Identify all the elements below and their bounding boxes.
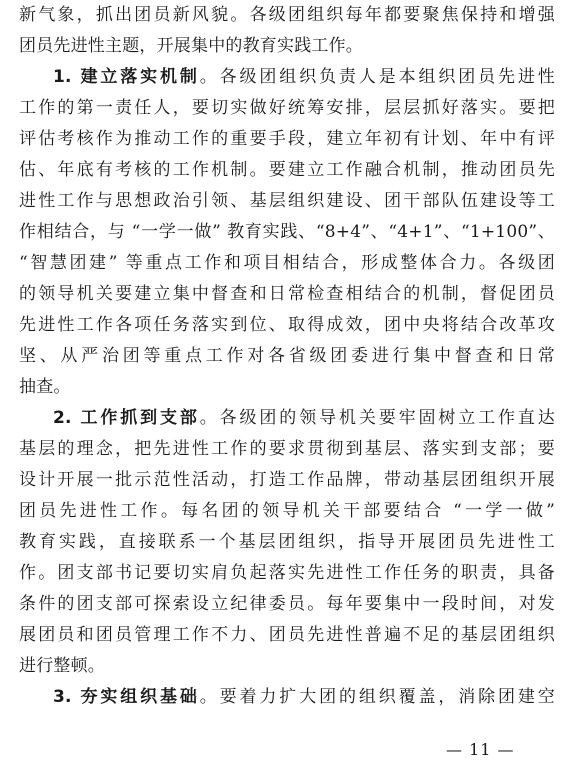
section-1-heading: 1. 建立落实机制 bbox=[53, 67, 200, 87]
section-3-first-line bbox=[19, 682, 555, 713]
text-line: 评估考核作为推动工作的重要手段，建立年初有计划、年中有评 bbox=[19, 129, 555, 149]
text-line: 工作的第一责任人，要切实做好统筹安排，层层抓好落实。要把 bbox=[19, 98, 555, 118]
section-1-first-line bbox=[19, 62, 555, 93]
text-line: 估、年底有考核的工作机制。要建立工作融合机制，推动团员先 bbox=[19, 160, 555, 180]
text-line: 先进性工作各项任务落实到位、取得成效，团中央将结合改革攻 bbox=[19, 315, 555, 335]
text-line: 基层的理念，把先进性工作的要求贯彻到基层、落实到支部；要 bbox=[19, 439, 555, 459]
text-line: 作。团支部书记要切实肩负起落实先进性工作任务的职责，具备 bbox=[19, 563, 555, 583]
text-line: 教育实践，直接联系一个基层团组织，指导开展团员先进性工 bbox=[19, 532, 555, 552]
section-2-first-line-rest: 。各级团的领导机关要牢固树立工作直达 bbox=[199, 408, 555, 428]
text-line: 新气象，抓出团员新风貌。各级团组织每年都要聚焦保持和增强 bbox=[19, 5, 555, 25]
text-line: “智慧团建” 等重点工作和项目相结合，形成整体合力。各级团 bbox=[19, 253, 555, 273]
text-line: 设计开展一批示范性活动，打造工作品牌，带动基层团组织开展 bbox=[19, 470, 555, 490]
text-line: 的领导机关要建立集中督查和日常检查相结合的机制，督促团员 bbox=[19, 284, 555, 304]
section-1-first-line-rest: 。各级团组织负责人是本组织团员先进性 bbox=[199, 67, 555, 87]
text-line: 团员先进性工作。每名团的领导机关干部要结合 “一学一做” bbox=[19, 501, 555, 521]
text-line: 条件的团支部可探索设立纪律委员。每年要集中一段时间，对发 bbox=[19, 594, 555, 614]
section-3-first-line-rest: 。要着力扩大团的组织覆盖，消除团建空 bbox=[199, 687, 555, 707]
text-line: 坚、从严治团等重点工作对各省级团委进行集中督查和日常 bbox=[19, 346, 555, 366]
section-2-heading: 2. 工作抓到支部 bbox=[53, 408, 200, 428]
text-line: 抽查。 bbox=[19, 377, 71, 397]
text-line: 作相结合，与 “一学一做” 教育实践、“8+4”、“4+1”、“1+100”、 bbox=[19, 222, 555, 242]
section-3-heading: 3. 夯实组织基础 bbox=[53, 687, 200, 707]
section-2-first-line bbox=[19, 403, 555, 434]
text-line: 进性工作与思想政治引领、基层组织建设、团干部队伍建设等工 bbox=[19, 191, 555, 211]
text-line: 团员先进性主题，开展集中的教育实践工作。 bbox=[19, 36, 363, 56]
body-text bbox=[19, 0, 555, 713]
page-number: — 11 — bbox=[446, 740, 515, 759]
text-line: 展团员和团员管理工作不力、团员先进性普遍不足的基层团组织 bbox=[19, 625, 555, 645]
text-line: 进行整顿。 bbox=[19, 656, 105, 676]
